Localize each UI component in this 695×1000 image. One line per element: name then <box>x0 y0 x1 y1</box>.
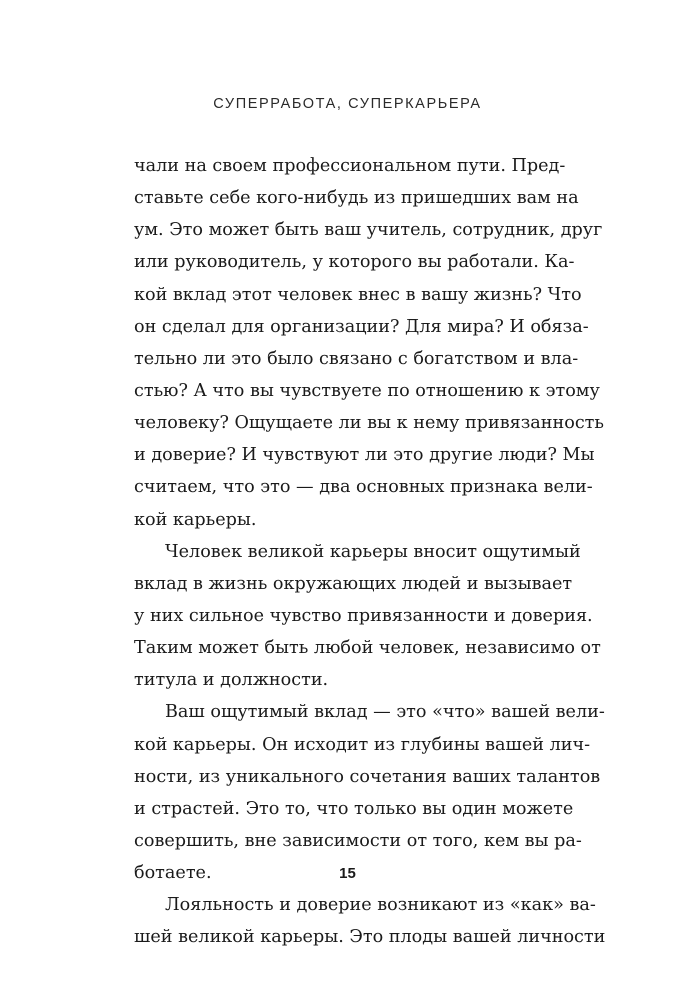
text-line: титула и должности. <box>134 670 329 691</box>
text-line: или руководитель, у которого вы работали. Ка- <box>134 252 575 273</box>
text-line: стью? А что вы чувствуете по отношению к этому <box>134 380 600 401</box>
text-line: Ваш ощутимый вклад — это «что» вашей вели- <box>165 702 605 723</box>
text-line: и доверие? И чувствуют ли это другие люди? Мы <box>134 445 595 466</box>
text-line: вклад в жизнь окружающих людей и вызывает <box>134 573 573 594</box>
text-line: совершить, вне зависимости от того, кем вы ра- <box>134 830 582 851</box>
text-line: кой карьеры. <box>134 509 257 530</box>
text-line: кой вклад этот человек внес в вашу жизнь? Что <box>134 284 582 305</box>
running-header: СУПЕРРАБОТА, СУПЕРКАРЬЕРА <box>213 96 482 112</box>
body-text <box>134 150 606 954</box>
text-line: ставьте себе кого-нибудь из пришедших вам на <box>134 188 579 209</box>
text-line: тельно ли это было связано с богатством и вла- <box>134 348 579 369</box>
text-line: Таким может быть любой человек, независимо от <box>134 638 601 659</box>
text-line: Лояльность и доверие возникают из «как» ва- <box>165 895 596 916</box>
text-line: ботаете. <box>134 863 212 884</box>
text-line: и страстей. Это то, что только вы один можете <box>134 798 574 819</box>
text-line: он сделал для организации? Для мира? И обяза- <box>134 316 589 337</box>
text-line: человеку? Ощущаете ли вы к нему привязанность <box>134 413 604 434</box>
text-line: кой карьеры. Он исходит из глубины вашей лич- <box>134 734 591 755</box>
text-line: ности, из уникального сочетания ваших талантов <box>134 766 601 787</box>
page-number: 15 <box>339 865 356 882</box>
text-line: у них сильное чувство привязанности и доверия. <box>134 605 593 626</box>
text-line: ум. Это может быть ваш учитель, сотрудник, друг <box>134 220 603 241</box>
text-line: Человек великой карьеры вносит ощутимый <box>165 541 581 562</box>
text-line: считаем, что это — два основных признака вели- <box>134 477 593 498</box>
text-line: шей великой карьеры. Это плоды вашей личности <box>134 927 606 948</box>
text-line: чали на своем профессиональном пути. Пред- <box>134 156 566 176</box>
